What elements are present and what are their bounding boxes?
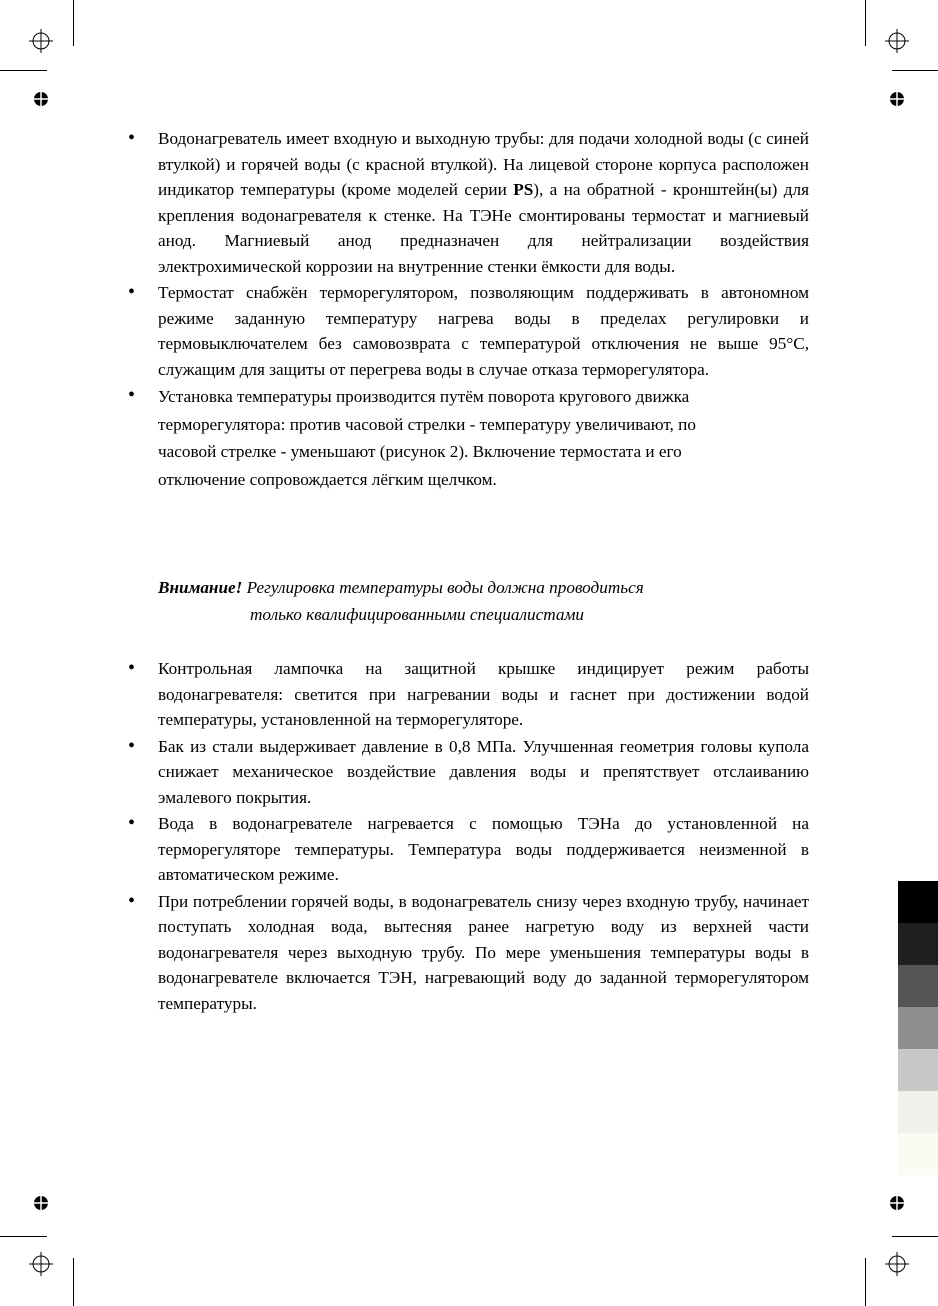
- registration-target-icon: [29, 29, 53, 53]
- paragraph-heating: Вода в водонагревателе нагревается с помощью ТЭНа до установленной на терморегуляторе температуры. Температура воды поддерживается неизменной в автоматическом режиме.: [158, 814, 809, 884]
- crop-mark-top-left-v: [73, 0, 74, 46]
- bullet-item-pipes: [128, 126, 809, 279]
- crop-mark-bottom-left-h: [0, 1236, 47, 1237]
- crop-mark-bottom-left-v: [73, 1258, 74, 1306]
- paragraph-lamp: Контрольная лампочка на защитной крышке индицирует режим работы водонагревателя: светится при нагревании воды и гаснет при достижении водой температуры, установленной на терморегуляторе.: [158, 659, 809, 729]
- bullet-icon: •: [128, 281, 136, 303]
- crop-mark-top-left-h: [0, 70, 47, 71]
- paragraph-thermostat: Термостат снабжён терморегулятором, позволяющим поддерживать в автономном режиме заданную температуру нагрева воды в пределах регулировки и термовыключателем без самовозврата с температурой отключения не выше 95°С, служащим для защиты от перегрева воды в случае отказа терморегулятора.: [158, 283, 809, 379]
- document-body-bottom: [128, 656, 809, 1016]
- bullet-icon: •: [128, 889, 136, 912]
- document-body-top: [128, 126, 809, 493]
- gray-patch: [898, 881, 938, 923]
- gray-patch: [898, 1049, 938, 1091]
- bullet-item-consumption: [128, 889, 809, 1017]
- gray-patch: [898, 923, 938, 965]
- registration-dot-icon: [887, 1193, 907, 1213]
- gray-patch: [898, 1091, 938, 1133]
- crop-mark-top-right-h: [892, 70, 938, 71]
- bullet-icon: •: [128, 127, 136, 149]
- bullet-icon: •: [128, 384, 136, 406]
- paragraph-tank: Бак из стали выдерживает давление в 0,8 МПа. Улучшенная геометрия головы купола снижает механическое воздействие давления воды и препятствует отслаиванию эмалевого покрытия.: [158, 736, 809, 807]
- bullet-item-heating: [128, 811, 809, 888]
- crop-mark-bottom-right-h: [892, 1236, 938, 1237]
- paragraph-temperature-setting: Установка температуры производится путём поворота кругового движка терморегулятора: против часовой стрелки - температуру увеличивают, по часовой стрелке - уменьшают (рисунок 2). Включение термостата и его отключение сопровождается лёгким щелчком.: [158, 387, 696, 489]
- bullet-icon: •: [128, 812, 136, 834]
- registration-dot-icon: [31, 1193, 51, 1213]
- attention-label: Внимание!: [158, 578, 243, 597]
- crop-mark-bottom-right-v: [865, 1258, 866, 1306]
- paragraph-pipes: Водонагреватель имеет входную и выходную трубы: для подачи холодной воды (с синей втулкой) и горячей воды (с красной втулкой). На лицевой стороне корпуса расположен индикатор температуры (кроме моделей серии PS), а на обратной - кронштейн(ы) для крепления водонагревателя к стенке. На ТЭНе смонтированы термостат и магниевый анод. Магниевый анод предназначен для нейтрализации воздействия электрохимической коррозии на внутренние стенки ёмкости для воды.: [158, 129, 810, 276]
- registration-dot-icon: [887, 89, 907, 109]
- registration-target-icon: [885, 29, 909, 53]
- paragraph-consumption: При потреблении горячей воды, в водонагреватель снизу через входную трубу, начинает поступать холодная вода, вытесняя ранее нагретую воду из верхней части водонагревателя через выходную трубу. По мере уменьшения температуры воды в водонагревателе включается ТЭН, нагревающий воду до заданной терморегулятором температуры.: [158, 891, 809, 1013]
- gray-patch: [898, 965, 938, 1007]
- bullet-item-temperature-setting: [128, 383, 809, 493]
- bullet-icon: •: [128, 734, 136, 757]
- grayscale-control-strip: [898, 881, 938, 1175]
- registration-target-icon: [29, 1252, 53, 1276]
- bullet-item-tank: [128, 734, 809, 811]
- crop-mark-top-right-v: [865, 0, 866, 46]
- bullet-item-thermostat: [128, 280, 809, 382]
- bullet-item-lamp: [128, 656, 809, 733]
- gray-patch: [898, 1007, 938, 1049]
- attention-note: Внимание! Регулировка температуры воды должна проводиться только квалифицированными специалистами: [158, 578, 644, 624]
- registration-dot-icon: [31, 89, 51, 109]
- gray-patch: [898, 1133, 938, 1175]
- bullet-icon: •: [128, 657, 136, 679]
- registration-target-icon: [885, 1252, 909, 1276]
